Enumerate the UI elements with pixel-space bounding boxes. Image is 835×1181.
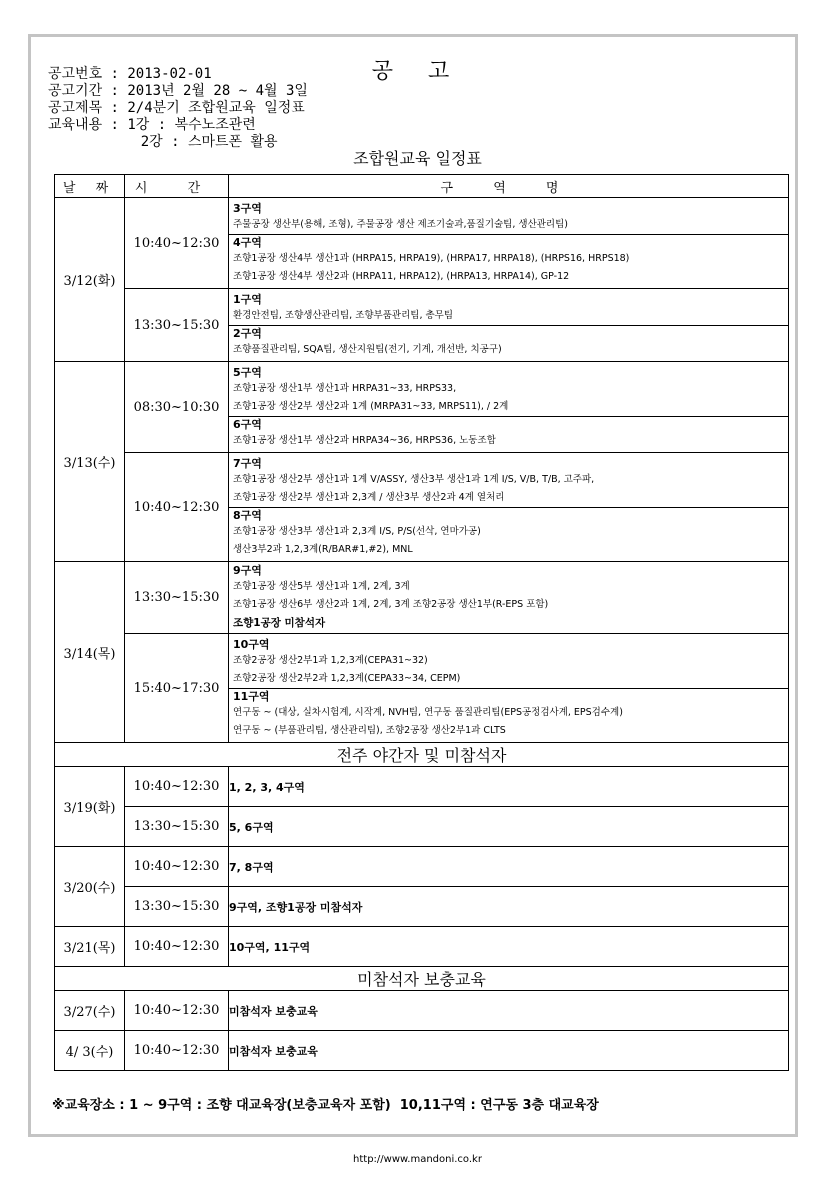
zone-block	[229, 292, 788, 325]
meta-line: 공고제목 : 2/4분기 조합원교육 일정표	[48, 100, 305, 116]
page-title: 공 고	[371, 59, 464, 84]
zone-line: 연구동 ~ (부품관리팀, 생산관리팀), 조향2공장 생산2부1과 CLTS	[233, 724, 506, 736]
time-cell: 10:40~12:30	[125, 1031, 229, 1071]
zone-block	[229, 637, 788, 688]
zone-name: 2구역	[233, 326, 262, 340]
area-cell: 7, 8구역	[229, 847, 789, 887]
table-row	[55, 887, 789, 927]
zone-name: 9구역	[233, 564, 262, 577]
time-cell: 10:40~12:30	[125, 767, 229, 807]
table-row	[55, 767, 789, 807]
area-cell	[229, 634, 789, 743]
zone-line: 조향1공장 생산2부 생산2과 1계 (MRPA31~33, MRPS11), / 2계	[233, 400, 509, 412]
time-cell: 10:40~12:30	[125, 927, 229, 967]
zone-block	[229, 365, 788, 416]
zone-name: 6구역	[233, 417, 262, 431]
zone-line: 조향1공장 생산6부 생산2과 1계, 2계, 3계 조향2공장 생산1부(R-EPS 포함)	[233, 599, 549, 610]
table-row	[55, 927, 789, 967]
zone-line: 조향1공장 생산1부 생산2과 HRPA34~36, HRPS36, 노동조합	[233, 434, 496, 446]
area-cell	[229, 289, 789, 362]
meta-line: 교육내용 : 1강 : 복수노조관련	[48, 117, 256, 133]
time-cell: 10:40~12:30	[125, 991, 229, 1031]
zone-line: 조향2공장 생산2부1과 1,2,3계(CEPA31~32)	[233, 654, 428, 666]
header-time: 시 간	[125, 175, 229, 198]
time-cell: 10:40~12:30	[125, 847, 229, 887]
area-cell	[229, 198, 789, 289]
zone-block	[229, 201, 788, 234]
area-cell	[229, 362, 789, 453]
table-row	[55, 807, 789, 847]
date-cell: 3/21(목)	[55, 927, 125, 967]
area-cell: 5, 6구역	[229, 807, 789, 847]
schedule-title: 조합원교육 일정표	[353, 149, 482, 168]
section-row	[55, 967, 789, 991]
zone-line: 조향품질관리팀, SQA팀, 생산지원팀(전기, 기계, 개선반, 치공구)	[233, 343, 502, 355]
time-cell: 10:40~12:30	[125, 453, 229, 562]
zone-block	[229, 416, 788, 450]
area-cell: 1, 2, 3, 4구역	[229, 767, 789, 807]
table-header-row	[55, 175, 789, 198]
zone-name: 7구역	[233, 456, 262, 470]
zone-line: 조향1공장 미참석자	[233, 617, 326, 629]
date-cell: 3/12(화)	[55, 198, 125, 362]
time-cell: 13:30~15:30	[125, 887, 229, 927]
zone-block	[229, 325, 788, 359]
notice-meta	[48, 66, 308, 151]
time-cell: 10:40~12:30	[125, 198, 229, 289]
zone-name: 3구역	[233, 201, 262, 215]
time-cell: 13:30~15:30	[125, 807, 229, 847]
zone-block	[229, 688, 788, 740]
zone-line: 조향1공장 생산4부 생산1과 (HRPA15, HRPA19), (HRPA17, HRPA18), (HRPS16, HRPS18)	[233, 252, 630, 264]
zone-name: 5구역	[233, 365, 262, 379]
table-row	[55, 991, 789, 1031]
zone-line: 조향1공장 생산3부 생산1과 2,3계 I/S, P/S(선삭, 연마가공)	[233, 525, 481, 537]
date-cell: 3/27(수)	[55, 991, 125, 1031]
time-cell: 13:30~15:30	[125, 289, 229, 362]
zone-block	[229, 563, 788, 632]
zone-line: 주물공장 생산부(용해, 조형), 주물공장 생산 제조기술과,품질기술팀, 생산관리팀)	[233, 218, 568, 230]
section-title: 전주 야간자 및 미참석자	[55, 743, 789, 767]
area-cell	[229, 562, 789, 634]
time-cell: 15:40~17:30	[125, 634, 229, 743]
section-row	[55, 743, 789, 767]
zone-name: 11구역	[233, 689, 270, 703]
area-cell: 미참석자 보충교육	[229, 1031, 789, 1071]
time-cell: 13:30~15:30	[125, 562, 229, 634]
date-cell: 3/20(수)	[55, 847, 125, 927]
table-row	[55, 634, 789, 743]
meta-line: 공고기간 : 2013년 2월 28 ~ 4월 3일	[48, 83, 308, 99]
zone-name: 10구역	[233, 637, 270, 651]
table-row	[55, 562, 789, 634]
area-cell	[229, 453, 789, 562]
table-row	[55, 198, 789, 289]
zone-line: 조향1공장 생산5부 생산1과 1계, 2계, 3계	[233, 581, 410, 592]
zone-line: 조향1공장 생산4부 생산2과 (HRPA11, HRPA12), (HRPA13, HRPA14), GP-12	[233, 270, 570, 282]
location-note: ※교육장소 : 1 ~ 9구역 : 조향 대교육장(보충교육자 포함) 10,11구역 : 연구동 3층 대교육장	[52, 1098, 599, 1113]
schedule-table	[54, 174, 789, 1071]
zone-name: 8구역	[233, 508, 262, 522]
zone-block	[229, 456, 788, 507]
date-cell: 3/19(화)	[55, 767, 125, 847]
site-url: http://www.mandoni.co.kr	[353, 1154, 482, 1165]
time-cell: 08:30~10:30	[125, 362, 229, 453]
header-area: 구 역 명	[229, 175, 789, 198]
date-cell: 3/14(목)	[55, 562, 125, 743]
table-row	[55, 847, 789, 887]
table-row	[55, 453, 789, 562]
meta-line: 2강 : 스마트폰 활용	[48, 134, 278, 150]
zone-line: 조향2공장 생산2부2과 1,2,3계(CEPA33~34, CEPM)	[233, 672, 461, 684]
zone-line: 환경안전팀, 조향생산관리팀, 조향부품관리팀, 총무팀	[233, 309, 454, 321]
zone-line: 생산3부2과 1,2,3계(R/BAR#1,#2), MNL	[233, 543, 413, 555]
zone-name: 1구역	[233, 292, 262, 306]
table-row	[55, 1031, 789, 1071]
area-cell: 9구역, 조향1공장 미참석자	[229, 887, 789, 927]
zone-block	[229, 507, 788, 559]
date-cell: 4/ 3(수)	[55, 1031, 125, 1071]
zone-line: 조향1공장 생산2부 생산1과 2,3계 / 생산3부 생산2과 4계 열처리	[233, 491, 505, 503]
meta-line: 공고번호 : 2013-02-01	[48, 66, 212, 82]
zone-line: 조향1공장 생산2부 생산1과 1계 V/ASSY, 생산3부 생산1과 1계 I/S, V/B, T/B, 고주파,	[233, 473, 595, 485]
zone-block	[229, 234, 788, 286]
area-cell: 미참석자 보충교육	[229, 991, 789, 1031]
table-row	[55, 289, 789, 362]
zone-line: 연구동 ~ (대상, 실차시험계, 시작계, NVH팀, 연구동 품질관리팀(EPS공정검사계, EPS검수계)	[233, 706, 623, 718]
area-cell: 10구역, 11구역	[229, 927, 789, 967]
section-title: 미참석자 보충교육	[55, 967, 789, 991]
zone-line: 조향1공장 생산1부 생산1과 HRPA31~33, HRPS33,	[233, 382, 457, 394]
date-cell: 3/13(수)	[55, 362, 125, 562]
zone-name: 4구역	[233, 235, 262, 249]
table-row	[55, 362, 789, 453]
header-date: 날 짜	[55, 175, 125, 198]
